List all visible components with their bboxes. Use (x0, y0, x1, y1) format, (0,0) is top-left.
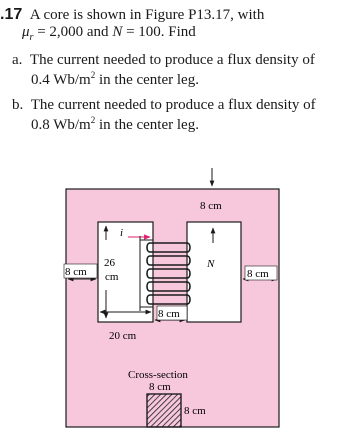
item-b-text: The current needed to produce a flux density of (30, 97, 316, 113)
item-b-tail: in the center leg. (95, 117, 199, 133)
current-label: i (120, 227, 124, 239)
left-leg-label: 8 cm (65, 266, 87, 278)
item-b-sup: 2 (90, 115, 96, 125)
top-dim-label: 8 cm (200, 200, 222, 212)
item-a-marker: a. (12, 52, 23, 68)
window-height-label-1: 26 (104, 257, 115, 269)
item-b-value: 0.8 Wb/m (31, 117, 91, 133)
item-b-marker: b. (12, 97, 24, 113)
cross-section-square (147, 394, 181, 427)
cross-section-height-label: 8 cm (184, 405, 206, 417)
problem-intro: A core is shown in Figure P13.17, with (29, 7, 265, 23)
right-window (187, 222, 241, 322)
problem-n-value: = 100. Find (122, 24, 196, 40)
problem-number: .17 (0, 6, 23, 23)
problem-mu-value: = 2,000 and (33, 24, 113, 40)
right-leg-label: 8 cm (247, 268, 269, 280)
cross-section-width-label: 8 cm (149, 381, 171, 393)
item-a-text: The current needed to produce a flux density of (29, 52, 315, 68)
center-leg-label: 8 cm (158, 308, 180, 320)
item-a-value: 0.4 Wb/m (31, 72, 91, 88)
mu-subscript: r (29, 32, 34, 43)
window-height-label-2: cm (105, 271, 119, 283)
cross-section-title: Cross-section (128, 369, 188, 381)
window-width-label: 20 cm (109, 330, 137, 342)
mu-symbol: μ (22, 24, 30, 40)
item-a-tail: in the center leg. (95, 72, 199, 88)
n-symbol: N (112, 24, 123, 40)
item-a-sup: 2 (90, 70, 96, 80)
turns-label: N (207, 258, 215, 270)
